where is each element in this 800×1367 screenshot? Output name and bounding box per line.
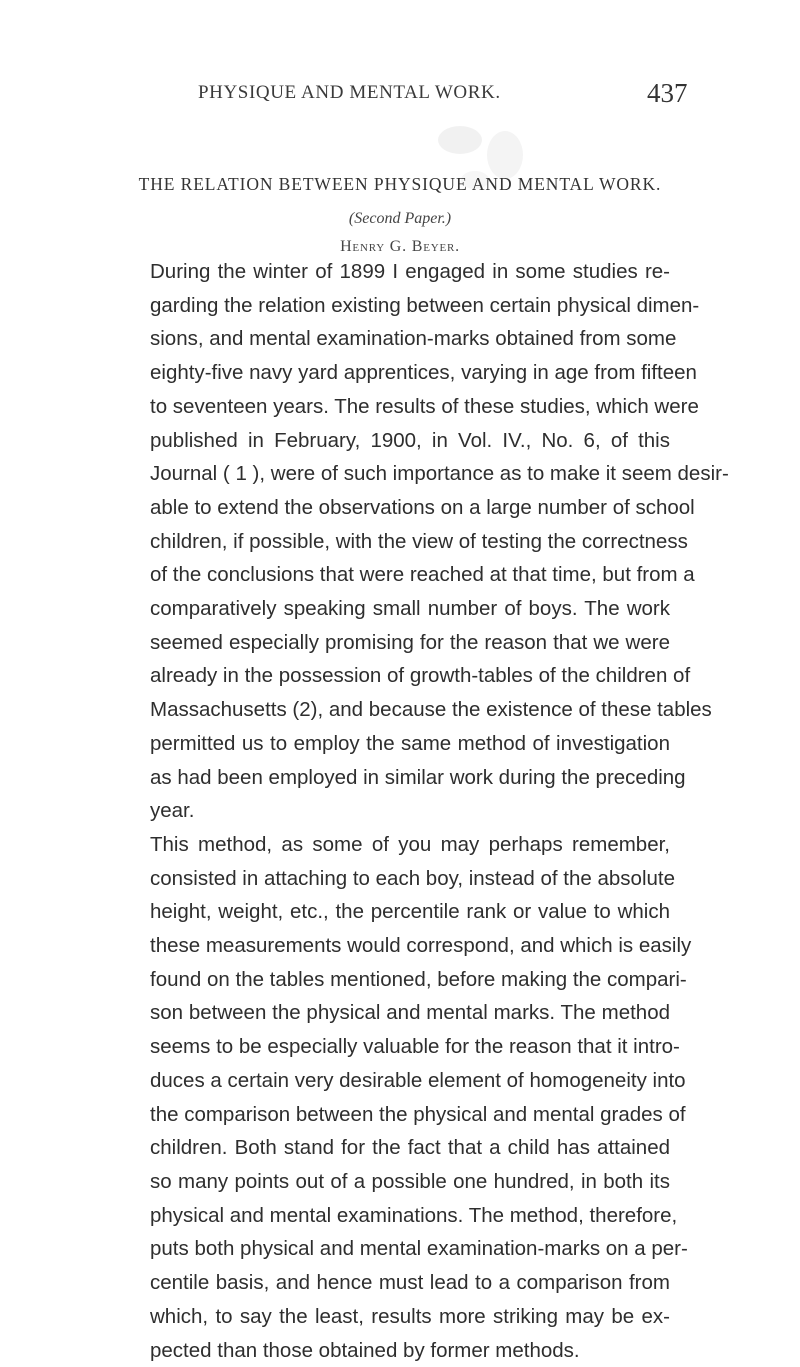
article-title: THE RELATION BETWEEN PHYSIQUE AND MENTAL WORK. [0, 174, 800, 195]
text-line: height, weight, etc., the percentile rank or value to which [150, 895, 670, 929]
text-line: Journal ( 1 ), were of such importance as to make it seem desir- [150, 457, 670, 491]
text-line: physical and mental examinations. The method, therefore, [150, 1199, 670, 1233]
text-line: During the winter of 1899 I engaged in some studies re- [150, 255, 670, 289]
text-line: duces a certain very desirable element of homogeneity into [150, 1064, 670, 1098]
text-line: children. Both stand for the fact that a child has attained [150, 1131, 670, 1165]
text-line: so many points out of a possible one hundred, in both its [150, 1165, 670, 1199]
text-line: garding the relation existing between certain physical dimen- [150, 289, 670, 323]
text-line: centile basis, and hence must lead to a comparison from [150, 1266, 670, 1300]
text-line: children, if possible, with the view of testing the correctness [150, 525, 670, 559]
text-line: pected than those obtained by former methods. [150, 1334, 670, 1367]
running-header [0, 82, 800, 112]
text-line: consisted in attaching to each boy, instead of the absolute [150, 862, 670, 896]
text-line: to seventeen years. The results of these studies, which were [150, 390, 670, 424]
text-line: This method, as some of you may perhaps remember, [150, 828, 670, 862]
text-line: Massachusetts (2), and because the existence of these tables [150, 693, 670, 727]
text-line: these measurements would correspond, and which is easily [150, 929, 670, 963]
paragraph-1 [150, 255, 670, 828]
text-line: as had been employed in similar work during the preceding [150, 761, 670, 795]
text-line: year. [150, 794, 670, 828]
article-subtitle: (Second Paper.) [0, 210, 800, 228]
text-line: the comparison between the physical and mental grades of [150, 1098, 670, 1132]
text-line: puts both physical and mental examination-marks on a per- [150, 1232, 670, 1266]
text-line: published in February, 1900, in Vol. IV., No. 6, of this [150, 424, 670, 458]
text-line: found on the tables mentioned, before making the compari- [150, 963, 670, 997]
text-line: already in the possession of growth-tables of the children of [150, 659, 670, 693]
text-line: sions, and mental examination-marks obtained from some [150, 322, 670, 356]
paragraph-2 [150, 828, 670, 1367]
text-line: able to extend the observations on a large number of school [150, 491, 670, 525]
running-title: PHYSIQUE AND MENTAL WORK. [198, 82, 501, 104]
article-author: Henry G. Beyer. [0, 238, 800, 256]
text-line: son between the physical and mental marks. The method [150, 996, 670, 1030]
article-body [150, 255, 670, 1367]
text-line: permitted us to employ the same method of investigation [150, 727, 670, 761]
text-line: comparatively speaking small number of boys. The work [150, 592, 670, 626]
text-line: seemed especially promising for the reason that we were [150, 626, 670, 660]
text-line: seems to be especially valuable for the reason that it intro- [150, 1030, 670, 1064]
text-line: which, to say the least, results more striking may be ex- [150, 1300, 670, 1334]
page-number: 437 [647, 78, 688, 109]
text-line: eighty-five navy yard apprentices, varying in age from fifteen [150, 356, 670, 390]
text-line: of the conclusions that were reached at that time, but from a [150, 558, 670, 592]
